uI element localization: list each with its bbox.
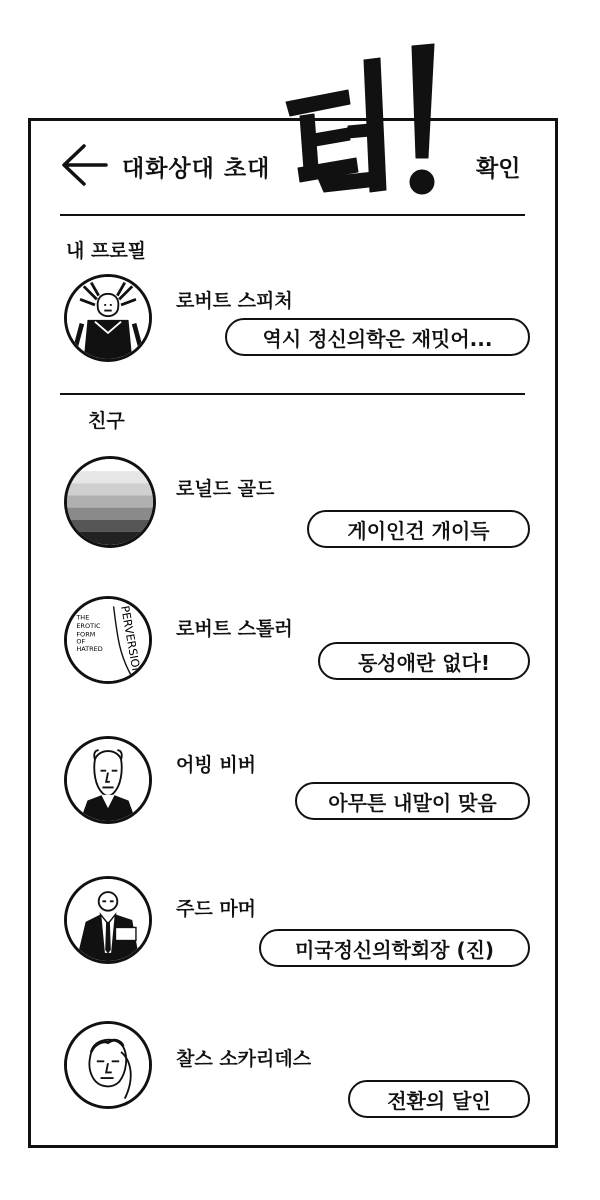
friend-avatar-portrait-icon[interactable] xyxy=(64,876,152,964)
friend-avatar-grayscale-stripes-icon[interactable] xyxy=(64,456,156,548)
back-arrow-icon[interactable] xyxy=(60,140,110,190)
friend-name: 어빙 비버 xyxy=(176,754,257,776)
profile-divider xyxy=(60,393,525,395)
svg-text:PERVERSION: PERVERSION xyxy=(118,604,144,677)
friend-avatar-portrait-icon[interactable] xyxy=(64,736,152,824)
svg-text:틱!: 틱! xyxy=(278,40,280,41)
svg-text:EROTIC: EROTIC xyxy=(76,621,101,630)
page-title: 대화상대 초대 xyxy=(122,156,271,182)
svg-text:HATRED: HATRED xyxy=(76,645,103,654)
friend-name: 로널드 골드 xyxy=(176,478,275,500)
friend-name: 찰스 소카리데스 xyxy=(176,1048,312,1070)
my-profile-section-label: 내 프로필 xyxy=(66,240,147,262)
friend-status: 아무튼 내말이 맞음 xyxy=(295,782,530,820)
friend-status: 게이인건 개이득 xyxy=(307,510,530,548)
my-profile-avatar[interactable] xyxy=(64,274,152,362)
svg-text:THE: THE xyxy=(76,613,90,622)
my-profile-name: 로버트 스피처 xyxy=(176,290,293,312)
svg-text:FORM: FORM xyxy=(76,630,96,639)
confirm-button[interactable]: 확인 xyxy=(476,156,521,182)
friend-status: 미국정신의학회장 (진) xyxy=(259,929,530,967)
friend-avatar-book-cover-icon[interactable] xyxy=(64,596,152,684)
friends-section-label: 친구 xyxy=(88,410,125,432)
friend-name: 주드 마머 xyxy=(176,898,257,920)
header-divider xyxy=(60,214,525,216)
friend-name: 로버트 스톨러 xyxy=(176,618,293,640)
svg-text:OF: OF xyxy=(76,637,86,646)
friend-avatar-portrait-icon[interactable] xyxy=(64,1021,152,1109)
sfx-lettering xyxy=(278,40,458,200)
friend-status: 전환의 달인 xyxy=(348,1080,530,1118)
friend-status: 동성애란 없다! xyxy=(318,642,530,680)
my-profile-status: 역시 정신의학은 재밋어... xyxy=(225,318,530,356)
